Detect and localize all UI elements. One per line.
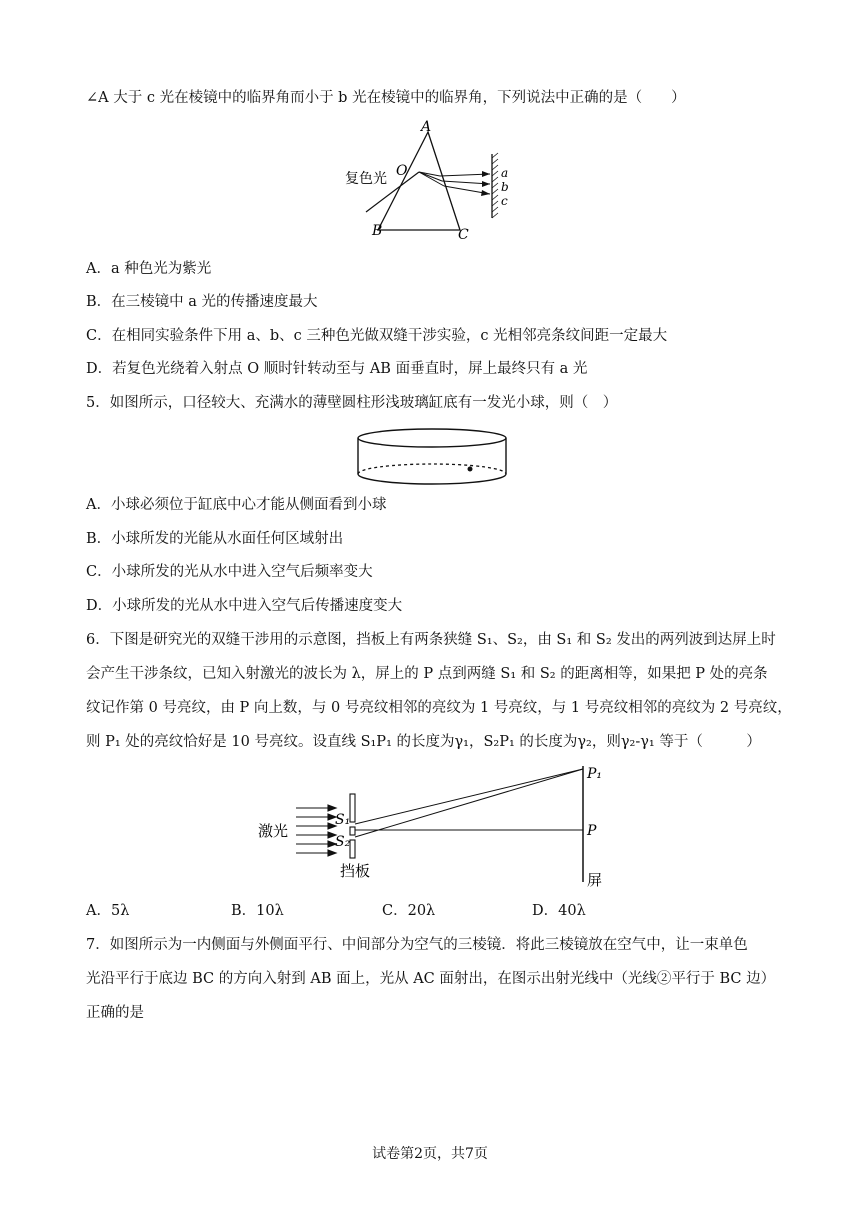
composite-light-label: 复色光 — [345, 171, 387, 187]
q6-stem-line-1: 6．下图是研究光的双缝干涉用的示意图，挡板上有两条狭缝 S₁、S₂，由 S₁ 和 S₂ 发出的两列波到达屏上时 — [86, 632, 776, 648]
ray-c-label: c — [501, 194, 508, 208]
ray-a-label: a — [501, 166, 509, 180]
point-P1-label: P₁ — [587, 766, 603, 782]
q6-option-b: B．10λ — [231, 903, 284, 919]
point-P-label: P — [587, 823, 597, 839]
q4-option-c: C．在相同实验条件下用 a、b、c 三种色光做双缝干涉实验，c 光相邻亮条纹间距一定最大 — [86, 328, 668, 344]
q7-stem-line-3: 正确的是 — [86, 1005, 144, 1021]
q6-stem-line-3: 纹记作第 0 号亮纹，由 P 向上数，与 0 号亮纹相邻的亮纹为 1 号亮纹，与 1 号亮纹相邻的亮纹为 2 号亮纹， — [86, 700, 792, 716]
slit-S1-label: S₁ — [335, 812, 351, 828]
baffle-label: 挡板 — [340, 862, 371, 880]
vertex-B-label: B — [372, 223, 383, 239]
q6-option-a: A．5λ — [86, 903, 130, 919]
q7-stem-line-2: 光沿平行于底边 BC 的方向入射到 AB 面上，光从 AC 面射出，在图示出射光线中（光线②平行于 BC 边） — [86, 971, 776, 987]
q4-option-a: A．a 种色光为紫光 — [86, 261, 212, 277]
q4-option-d: D．若复色光绕着入射点 O 顺时针转动至与 AB 面垂直时，屏上最终只有 a 光 — [86, 361, 588, 377]
vertex-C-label: C — [458, 227, 469, 240]
vertex-A-label: A — [421, 119, 432, 135]
q7-stem-line-1: 7．如图所示为一内侧面与外侧面平行、中间部分为空气的三棱镜．将此三棱镜放在空气中，让一束单色 — [86, 937, 748, 953]
q6-stem-line-4: 则 P₁ 处的亮纹恰好是 10 号亮纹。设直线 S₁P₁ 的长度为γ₁，S₂P₁ 的长度为γ₂，则γ₂-γ₁ 等于（ ） — [86, 734, 761, 750]
laser-label: 激光 — [258, 822, 289, 840]
q4-option-b: B．在三棱镜中 a 光的传播速度最大 — [86, 294, 318, 310]
q5-option-d: D．小球所发的光从水中进入空气后传播速度变大 — [86, 598, 403, 614]
q6-option-c: C．20λ — [382, 903, 436, 919]
q5-stem: 5．如图所示，口径较大、充满水的薄壁圆柱形浅玻璃缸底有一发光小球，则（ ） — [86, 395, 618, 411]
cylinder-tank-figure — [350, 424, 515, 490]
prism-figure — [340, 118, 520, 240]
double-slit-figure — [252, 764, 617, 890]
screen-label: 屏 — [587, 871, 603, 889]
page-footer: 试卷第2页，共7页 — [372, 1146, 488, 1162]
q6-option-d: D．40λ — [532, 903, 586, 919]
point-O-label: O — [396, 163, 408, 179]
q5-option-a: A．小球必须位于缸底中心才能从侧面看到小球 — [86, 497, 387, 513]
q5-option-b: B．小球所发的光能从水面任何区域射出 — [86, 531, 344, 547]
q4-stem: ∠A 大于 c 光在棱镜中的临界角而小于 b 光在棱镜中的临界角，下列说法中正确的是（ ） — [86, 90, 686, 106]
q5-option-c: C．小球所发的光从水中进入空气后频率变大 — [86, 564, 373, 580]
ray-b-label: b — [501, 180, 509, 194]
q6-stem-line-2: 会产生干涉条纹，已知入射激光的波长为 λ，屏上的 P 点到两缝 S₁ 和 S₂ 的距离相等，如果把 P 处的亮条 — [86, 666, 768, 682]
slit-S2-label: S₂ — [335, 834, 351, 850]
light-ball — [468, 467, 473, 472]
